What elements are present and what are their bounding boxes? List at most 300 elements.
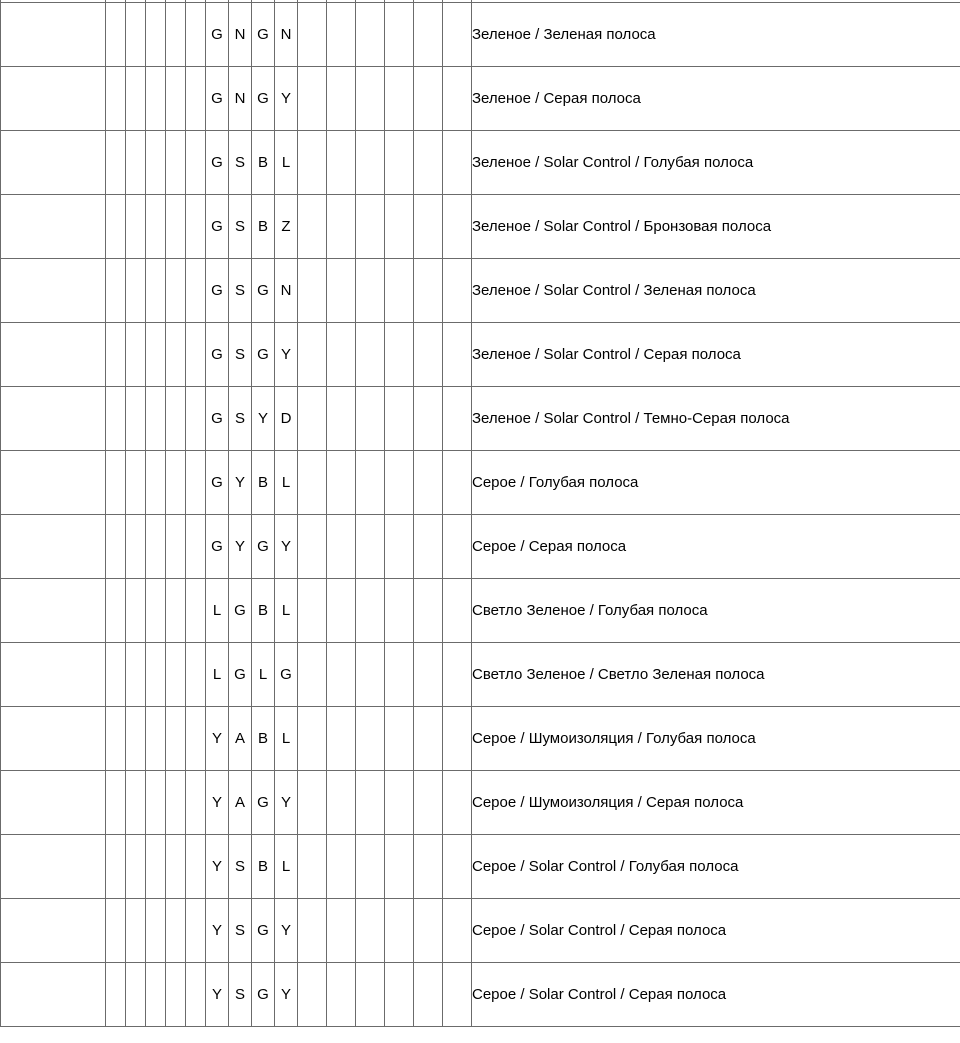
code-cell[interactable] [275,67,298,131]
empty-narrow-cell[interactable] [146,899,166,963]
empty-blank-cell[interactable] [298,707,327,771]
code-cell[interactable] [229,707,252,771]
empty-blank-cell[interactable] [443,835,472,899]
code-cell[interactable] [252,3,275,67]
empty-narrow-cell[interactable] [126,643,146,707]
empty-narrow-cell[interactable] [186,771,206,835]
table-row [1,67,960,131]
empty-blank-cell[interactable] [298,3,327,67]
code-letter: L [212,666,222,683]
empty-narrow-cell[interactable] [146,707,166,771]
code-cell[interactable] [206,899,229,963]
code-letter: G [211,218,223,235]
empty-wide-cell[interactable] [1,515,106,579]
empty-blank-cell[interactable] [356,451,385,515]
empty-blank-cell[interactable] [298,323,327,387]
empty-wide-cell[interactable] [1,963,106,1027]
empty-narrow-cell[interactable] [126,131,146,195]
empty-narrow-cell[interactable] [186,323,206,387]
empty-wide-cell[interactable] [1,195,106,259]
empty-blank-cell[interactable] [327,579,356,643]
empty-narrow-cell[interactable] [146,131,166,195]
code-cell[interactable] [252,323,275,387]
empty-narrow-cell[interactable] [186,963,206,1027]
description-cell[interactable]: Зеленое / Зеленая полоса [472,3,960,67]
code-cell[interactable] [206,323,229,387]
code-cell[interactable] [229,963,252,1027]
description-cell[interactable]: Зеленое / Solar Control / Серая полоса [472,323,960,387]
empty-blank-cell[interactable] [385,451,414,515]
empty-blank-cell[interactable] [443,643,472,707]
code-cell[interactable] [275,259,298,323]
code-letter: Y [280,986,291,1003]
empty-blank-cell[interactable] [356,387,385,451]
code-cell[interactable] [229,579,252,643]
code-cell[interactable] [252,899,275,963]
description-cell[interactable]: Зеленое / Solar Control / Темно-Серая полоса [472,387,960,451]
code-cell[interactable] [252,643,275,707]
empty-blank-cell[interactable] [385,131,414,195]
empty-blank-cell[interactable] [356,131,385,195]
code-cell[interactable] [229,771,252,835]
code-cell[interactable] [275,451,298,515]
description-cell[interactable]: Зеленое / Solar Control / Голубая полоса [472,131,960,195]
code-cell[interactable] [252,707,275,771]
code-cell[interactable] [206,963,229,1027]
empty-blank-cell[interactable] [327,451,356,515]
empty-narrow-cell[interactable] [126,835,146,899]
empty-blank-cell[interactable] [356,707,385,771]
empty-narrow-cell[interactable] [106,323,126,387]
empty-blank-cell[interactable] [385,963,414,1027]
code-cell[interactable] [206,707,229,771]
code-letter: B [257,730,268,747]
empty-narrow-cell[interactable] [166,771,186,835]
code-cell[interactable] [229,131,252,195]
empty-narrow-cell[interactable] [126,579,146,643]
code-cell[interactable] [229,259,252,323]
empty-narrow-cell[interactable] [146,259,166,323]
code-cell[interactable] [275,515,298,579]
code-letter: L [281,858,291,875]
empty-narrow-cell[interactable] [166,131,186,195]
empty-blank-cell[interactable] [443,579,472,643]
empty-narrow-cell[interactable] [146,515,166,579]
empty-narrow-cell[interactable] [166,707,186,771]
empty-wide-cell[interactable] [1,451,106,515]
code-cell[interactable] [229,899,252,963]
empty-blank-cell[interactable] [414,579,443,643]
empty-blank-cell[interactable] [356,835,385,899]
empty-blank-cell[interactable] [385,67,414,131]
empty-narrow-cell[interactable] [126,387,146,451]
empty-narrow-cell[interactable] [166,323,186,387]
description-cell[interactable]: Светло Зеленое / Голубая полоса [472,579,960,643]
empty-blank-cell[interactable] [443,771,472,835]
empty-blank-cell[interactable] [443,259,472,323]
empty-blank-cell[interactable] [327,387,356,451]
empty-narrow-cell[interactable] [106,835,126,899]
code-letter: G [257,26,269,43]
description-cell[interactable]: Зеленое / Solar Control / Зеленая полоса [472,259,960,323]
code-cell[interactable] [275,579,298,643]
empty-blank-cell[interactable] [298,835,327,899]
empty-narrow-cell[interactable] [186,515,206,579]
empty-blank-cell[interactable] [414,451,443,515]
empty-narrow-cell[interactable] [106,195,126,259]
empty-narrow-cell[interactable] [146,963,166,1027]
code-cell[interactable] [229,67,252,131]
code-cell[interactable] [206,195,229,259]
empty-narrow-cell[interactable] [186,259,206,323]
code-cell[interactable] [206,579,229,643]
empty-narrow-cell[interactable] [186,707,206,771]
code-cell[interactable] [252,771,275,835]
empty-blank-cell[interactable] [385,259,414,323]
empty-blank-cell[interactable] [298,515,327,579]
code-cell[interactable] [206,643,229,707]
empty-narrow-cell[interactable] [126,963,146,1027]
empty-narrow-cell[interactable] [166,963,186,1027]
code-cell[interactable] [229,323,252,387]
table-row [1,131,960,195]
code-cell[interactable] [229,3,252,67]
empty-blank-cell[interactable] [298,195,327,259]
code-cell[interactable] [206,451,229,515]
empty-blank-cell[interactable] [327,835,356,899]
empty-blank-cell[interactable] [327,323,356,387]
description-cell[interactable]: Серое / Solar Control / Голубая полоса [472,835,960,899]
code-cell[interactable] [229,451,252,515]
empty-narrow-cell[interactable] [146,579,166,643]
code-cell[interactable] [275,643,298,707]
empty-narrow-cell[interactable] [186,899,206,963]
code-cell[interactable] [275,387,298,451]
description-cell[interactable]: Серое / Шумоизоляция / Голубая полоса [472,707,960,771]
empty-narrow-cell[interactable] [186,835,206,899]
description-cell[interactable]: Серое / Solar Control / Серая полоса [472,899,960,963]
empty-blank-cell[interactable] [443,195,472,259]
empty-blank-cell[interactable] [443,131,472,195]
empty-blank-cell[interactable] [327,259,356,323]
empty-narrow-cell[interactable] [166,195,186,259]
empty-narrow-cell[interactable] [146,451,166,515]
empty-narrow-cell[interactable] [186,195,206,259]
code-cell[interactable] [252,963,275,1027]
description-cell[interactable]: Серое / Solar Control / Серая полоса [472,963,960,1027]
empty-blank-cell[interactable] [385,323,414,387]
code-cell[interactable] [252,835,275,899]
empty-narrow-cell[interactable] [126,195,146,259]
empty-wide-cell[interactable] [1,899,106,963]
code-letter: G [211,282,223,299]
empty-blank-cell[interactable] [298,67,327,131]
empty-narrow-cell[interactable] [146,3,166,67]
empty-narrow-cell[interactable] [106,67,126,131]
code-cell[interactable] [252,515,275,579]
empty-blank-cell[interactable] [414,963,443,1027]
empty-wide-cell[interactable] [1,579,106,643]
empty-blank-cell[interactable] [385,771,414,835]
code-letter: G [211,346,223,363]
empty-blank-cell[interactable] [298,451,327,515]
empty-narrow-cell[interactable] [106,707,126,771]
empty-blank-cell[interactable] [327,515,356,579]
code-cell[interactable] [275,963,298,1027]
description-cell[interactable]: Светло Зеленое / Светло Зеленая полоса [472,643,960,707]
empty-blank-cell[interactable] [443,899,472,963]
code-cell[interactable] [206,515,229,579]
code-letter: L [281,730,291,747]
empty-narrow-cell[interactable] [186,579,206,643]
empty-narrow-cell[interactable] [186,643,206,707]
empty-blank-cell[interactable] [414,835,443,899]
empty-blank-cell[interactable] [414,643,443,707]
empty-blank-cell[interactable] [298,771,327,835]
code-cell[interactable] [252,579,275,643]
code-letter: N [280,26,292,43]
empty-narrow-cell[interactable] [106,771,126,835]
empty-blank-cell[interactable] [298,963,327,1027]
empty-narrow-cell[interactable] [126,771,146,835]
empty-blank-cell[interactable] [443,387,472,451]
empty-blank-cell[interactable] [356,643,385,707]
empty-blank-cell[interactable] [298,899,327,963]
empty-narrow-cell[interactable] [126,707,146,771]
empty-blank-cell[interactable] [385,3,414,67]
empty-wide-cell[interactable] [1,771,106,835]
code-cell[interactable] [229,515,252,579]
empty-narrow-cell[interactable] [126,515,146,579]
empty-narrow-cell[interactable] [186,3,206,67]
code-letter: G [211,154,223,171]
empty-narrow-cell[interactable] [106,3,126,67]
code-cell[interactable] [206,3,229,67]
table-row [1,835,960,899]
code-cell[interactable] [206,771,229,835]
empty-blank-cell[interactable] [327,67,356,131]
code-cell[interactable] [252,451,275,515]
empty-blank-cell[interactable] [356,323,385,387]
empty-blank-cell[interactable] [327,3,356,67]
empty-narrow-cell[interactable] [106,899,126,963]
empty-blank-cell[interactable] [443,963,472,1027]
empty-wide-cell[interactable] [1,67,106,131]
empty-blank-cell[interactable] [327,771,356,835]
empty-blank-cell[interactable] [414,3,443,67]
empty-wide-cell[interactable] [1,259,106,323]
code-cell[interactable] [275,835,298,899]
code-letter: G [211,410,223,427]
empty-narrow-cell[interactable] [166,643,186,707]
empty-narrow-cell[interactable] [166,515,186,579]
empty-narrow-cell[interactable] [166,3,186,67]
empty-blank-cell[interactable] [385,899,414,963]
code-letter: G [211,26,223,43]
code-cell[interactable] [252,131,275,195]
empty-narrow-cell[interactable] [126,451,146,515]
code-cell[interactable] [275,899,298,963]
code-letter: Y [280,794,291,811]
empty-blank-cell[interactable] [298,259,327,323]
empty-blank-cell[interactable] [298,643,327,707]
code-cell[interactable] [252,259,275,323]
empty-narrow-cell[interactable] [106,579,126,643]
empty-blank-cell[interactable] [443,67,472,131]
code-letter: Y [211,858,222,875]
empty-blank-cell[interactable] [356,259,385,323]
description-cell[interactable]: Зеленое / Серая полоса [472,67,960,131]
empty-narrow-cell[interactable] [166,67,186,131]
code-letter: Y [211,922,222,939]
code-letter: G [257,346,269,363]
empty-blank-cell[interactable] [327,643,356,707]
code-letter: G [280,666,292,683]
empty-blank-cell[interactable] [443,451,472,515]
empty-narrow-cell[interactable] [186,131,206,195]
empty-blank-cell[interactable] [443,3,472,67]
code-cell[interactable] [229,387,252,451]
empty-blank-cell[interactable] [356,899,385,963]
code-cell[interactable] [275,323,298,387]
table-row [1,579,960,643]
code-cell[interactable] [206,835,229,899]
empty-blank-cell[interactable] [356,3,385,67]
code-cell[interactable] [275,195,298,259]
empty-narrow-cell[interactable] [106,963,126,1027]
empty-blank-cell[interactable] [443,707,472,771]
empty-narrow-cell[interactable] [106,131,126,195]
code-cell[interactable] [229,835,252,899]
empty-narrow-cell[interactable] [106,387,126,451]
empty-blank-cell[interactable] [443,515,472,579]
empty-blank-cell[interactable] [414,67,443,131]
code-letter: B [257,474,268,491]
empty-narrow-cell[interactable] [106,643,126,707]
empty-narrow-cell[interactable] [126,3,146,67]
empty-narrow-cell[interactable] [166,579,186,643]
empty-narrow-cell[interactable] [146,195,166,259]
empty-blank-cell[interactable] [356,579,385,643]
description-cell[interactable]: Серое / Шумоизоляция / Серая полоса [472,771,960,835]
empty-blank-cell[interactable] [356,771,385,835]
code-cell[interactable] [275,3,298,67]
empty-blank-cell[interactable] [414,387,443,451]
code-letter: N [234,26,246,43]
empty-narrow-cell[interactable] [106,259,126,323]
empty-blank-cell[interactable] [414,131,443,195]
empty-narrow-cell[interactable] [186,387,206,451]
code-cell[interactable] [206,131,229,195]
empty-narrow-cell[interactable] [146,387,166,451]
empty-blank-cell[interactable] [385,707,414,771]
code-letter: G [234,666,246,683]
empty-wide-cell[interactable] [1,835,106,899]
empty-narrow-cell[interactable] [126,67,146,131]
code-cell[interactable] [275,131,298,195]
empty-narrow-cell[interactable] [186,67,206,131]
empty-blank-cell[interactable] [414,515,443,579]
empty-blank-cell[interactable] [327,899,356,963]
code-letter: B [257,602,268,619]
empty-narrow-cell[interactable] [106,515,126,579]
code-letter: S [234,218,245,235]
empty-narrow-cell[interactable] [186,451,206,515]
empty-blank-cell[interactable] [385,195,414,259]
code-cell[interactable] [206,387,229,451]
empty-blank-cell[interactable] [443,323,472,387]
empty-narrow-cell[interactable] [166,387,186,451]
empty-narrow-cell[interactable] [126,259,146,323]
empty-blank-cell[interactable] [327,131,356,195]
empty-narrow-cell[interactable] [106,451,126,515]
empty-blank-cell[interactable] [385,515,414,579]
empty-wide-cell[interactable] [1,323,106,387]
empty-blank-cell[interactable] [356,963,385,1027]
empty-blank-cell[interactable] [414,259,443,323]
empty-blank-cell[interactable] [327,963,356,1027]
empty-wide-cell[interactable] [1,387,106,451]
code-cell[interactable] [229,643,252,707]
empty-narrow-cell[interactable] [166,899,186,963]
empty-blank-cell[interactable] [327,195,356,259]
empty-blank-cell[interactable] [385,835,414,899]
code-cell[interactable] [275,771,298,835]
empty-narrow-cell[interactable] [126,899,146,963]
empty-narrow-cell[interactable] [146,67,166,131]
empty-blank-cell[interactable] [414,707,443,771]
empty-blank-cell[interactable] [414,323,443,387]
empty-blank-cell[interactable] [356,195,385,259]
code-cell[interactable] [275,707,298,771]
empty-blank-cell[interactable] [414,195,443,259]
empty-wide-cell[interactable] [1,643,106,707]
empty-narrow-cell[interactable] [146,771,166,835]
empty-narrow-cell[interactable] [146,835,166,899]
empty-narrow-cell[interactable] [146,643,166,707]
description-cell[interactable]: Серое / Голубая полоса [472,451,960,515]
empty-blank-cell[interactable] [414,899,443,963]
empty-blank-cell[interactable] [385,387,414,451]
empty-blank-cell[interactable] [356,515,385,579]
description-cell[interactable]: Зеленое / Solar Control / Бронзовая полоса [472,195,960,259]
empty-wide-cell[interactable] [1,3,106,67]
empty-narrow-cell[interactable] [146,323,166,387]
empty-narrow-cell[interactable] [126,323,146,387]
code-cell[interactable] [229,195,252,259]
empty-blank-cell[interactable] [298,387,327,451]
empty-narrow-cell[interactable] [166,451,186,515]
code-letter: S [234,858,245,875]
empty-blank-cell[interactable] [298,131,327,195]
code-cell[interactable] [252,67,275,131]
empty-wide-cell[interactable] [1,707,106,771]
empty-blank-cell[interactable] [356,67,385,131]
description-cell[interactable]: Серое / Серая полоса [472,515,960,579]
empty-blank-cell[interactable] [385,643,414,707]
code-cell[interactable] [252,195,275,259]
code-cell[interactable] [206,259,229,323]
code-cell[interactable] [206,67,229,131]
empty-blank-cell[interactable] [385,579,414,643]
empty-blank-cell[interactable] [327,707,356,771]
empty-narrow-cell[interactable] [166,259,186,323]
code-cell[interactable] [252,387,275,451]
empty-narrow-cell[interactable] [166,835,186,899]
empty-blank-cell[interactable] [414,771,443,835]
empty-blank-cell[interactable] [298,579,327,643]
empty-wide-cell[interactable] [1,131,106,195]
